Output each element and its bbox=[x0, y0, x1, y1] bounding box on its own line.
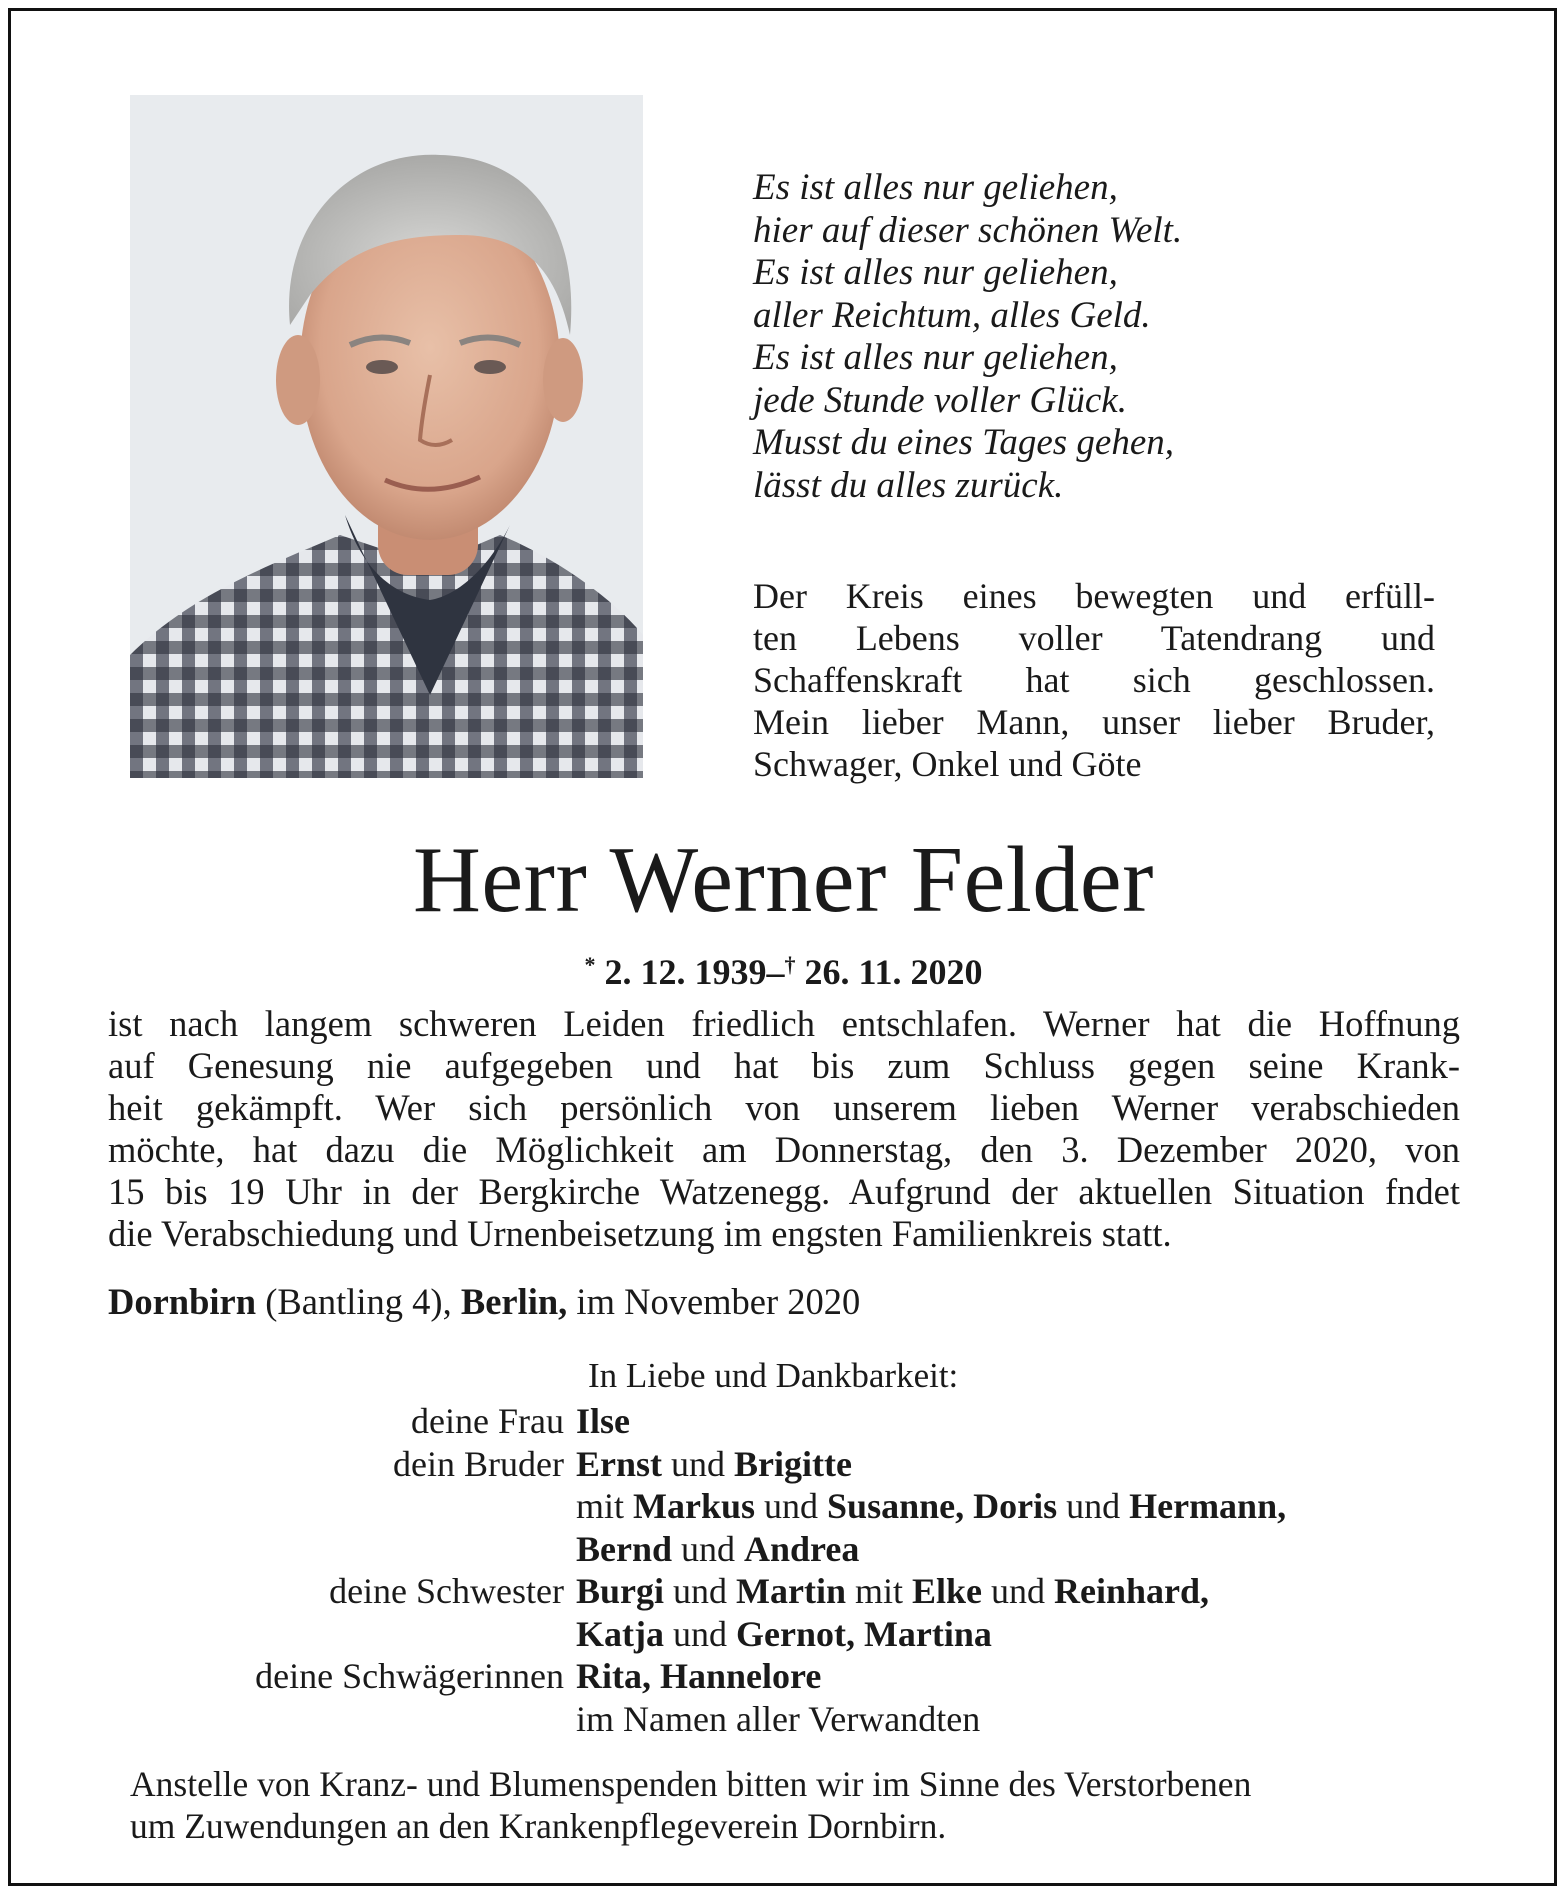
conjunction: und bbox=[673, 1571, 728, 1611]
death-date: 26. 11. 2020 bbox=[804, 952, 983, 992]
month-year: im November 2020 bbox=[567, 1281, 861, 1322]
family-name: Bernd bbox=[576, 1528, 673, 1569]
body-line: auf Genesung nie aufgegeben und hat bis zum Schluss gegen seine Krank- bbox=[108, 1045, 1460, 1086]
conjunction: mit bbox=[854, 1571, 903, 1611]
family-name: Ernst bbox=[576, 1443, 663, 1484]
poem-line: jede Stunde voller Glück. bbox=[753, 379, 1127, 421]
intro-line: Schwager, Onkel und Göte bbox=[753, 744, 1142, 784]
conjunction: und bbox=[681, 1528, 736, 1569]
birth-date: 2. 12. 1939 bbox=[604, 952, 767, 992]
family-name: Ilse bbox=[576, 1401, 630, 1441]
family-name: Hermann, bbox=[1129, 1486, 1287, 1526]
family-name: Elke bbox=[912, 1571, 983, 1611]
family-row bbox=[108, 1613, 1286, 1656]
body-line: ist nach langem schweren Leiden friedlich entschlafen. Werner hat die Hoffnung bbox=[108, 1003, 1460, 1044]
closing-note bbox=[130, 1763, 1460, 1847]
intro-line: ten Lebens voller Tatendrang und bbox=[753, 618, 1435, 658]
conjunction: und bbox=[671, 1443, 726, 1484]
family-list bbox=[108, 1400, 1286, 1740]
address: (Bantling 4), bbox=[256, 1281, 461, 1322]
family-name: Markus bbox=[633, 1486, 756, 1526]
family-row bbox=[108, 1443, 1286, 1486]
announcement-text bbox=[108, 1003, 1460, 1255]
conjunction: und bbox=[991, 1571, 1046, 1611]
family-row bbox=[108, 1485, 1286, 1528]
family-name: Doris bbox=[973, 1486, 1058, 1526]
city-berlin: Berlin, bbox=[460, 1281, 568, 1322]
relation-label: dein Bruder bbox=[393, 1443, 564, 1484]
poem-line: Es ist alles nur geliehen, bbox=[753, 252, 1118, 293]
city-dornbirn: Dornbirn bbox=[108, 1281, 257, 1322]
relation-label: deine Schwester bbox=[329, 1571, 564, 1611]
death-symbol: † bbox=[784, 952, 796, 977]
family-name: Rita, Hannelore bbox=[576, 1656, 822, 1696]
relation-label: deine Schwägerinnen bbox=[255, 1656, 564, 1696]
closing-line: Anstelle von Kranz- und Blumenspenden bitten wir im Sinne des Verstorbenen bbox=[130, 1764, 1252, 1804]
family-name: Brigitte bbox=[734, 1443, 852, 1484]
family-name: Martin bbox=[736, 1571, 846, 1611]
poem-line: Es ist alles nur geliehen, bbox=[753, 337, 1118, 378]
life-dates bbox=[0, 943, 1567, 994]
place-and-date bbox=[108, 1280, 860, 1324]
intro-line: Der Kreis eines bewegten und erfüll- bbox=[753, 576, 1435, 616]
relatives-line: im Namen aller Verwandten bbox=[576, 1698, 981, 1739]
date-dash: – bbox=[766, 952, 785, 992]
body-line: 15 bis 19 Uhr in der Bergkirche Watzenegg. Aufgrund der aktuellen Situation fndet bbox=[108, 1171, 1460, 1212]
birth-symbol: * bbox=[584, 952, 596, 977]
family-row bbox=[108, 1698, 1286, 1741]
body-line: möchte, hat dazu die Möglichkeit am Donnerstag, den 3. Dezember 2020, von bbox=[108, 1129, 1460, 1170]
poem-line: aller Reichtum, alles Geld. bbox=[753, 294, 1151, 336]
poem bbox=[753, 167, 1182, 507]
thanks-line: In Liebe und Dankbarkeit: bbox=[588, 1356, 959, 1395]
intro-line: Mein lieber Mann, unser lieber Bruder, bbox=[753, 702, 1435, 742]
family-row bbox=[108, 1570, 1286, 1613]
family-name: Martina bbox=[863, 1613, 992, 1654]
family-row bbox=[108, 1655, 1286, 1698]
conjunction: und bbox=[672, 1613, 727, 1654]
poem-line: hier auf dieser schönen Welt. bbox=[753, 209, 1183, 251]
conjunction: und bbox=[764, 1486, 819, 1526]
family-name: Andrea bbox=[744, 1528, 860, 1569]
intro-line: Schaffenskraft hat sich geschlossen. bbox=[753, 660, 1435, 700]
family-name: Gernot, bbox=[735, 1613, 855, 1654]
body-line: die Verabschiedung und Urnenbeisetzung im engsten Familienkreis statt. bbox=[108, 1213, 1172, 1254]
intro-paragraph bbox=[753, 575, 1435, 785]
deceased-name: Herr Werner Felder bbox=[413, 828, 1154, 932]
family-name: Susanne, bbox=[827, 1486, 965, 1526]
body-line: heit gekämpft. Wer sich persönlich von unserem lieben Werner verabschieden bbox=[108, 1087, 1460, 1128]
conjunction: mit bbox=[576, 1486, 625, 1526]
closing-line: um Zuwendungen an den Krankenpflegeverein Dornbirn. bbox=[130, 1806, 947, 1846]
family-row bbox=[108, 1528, 1286, 1571]
poem-line: Es ist alles nur geliehen, bbox=[753, 167, 1118, 208]
poem-line: Musst du eines Tages gehen, bbox=[753, 422, 1175, 463]
portrait-photo bbox=[130, 95, 643, 778]
poem-line: lässt du alles zurück. bbox=[753, 464, 1064, 506]
conjunction: und bbox=[1066, 1486, 1121, 1526]
family-name: Reinhard, bbox=[1054, 1571, 1210, 1611]
family-row bbox=[108, 1400, 1286, 1443]
family-name: Burgi bbox=[576, 1571, 665, 1611]
relation-label: deine Frau bbox=[411, 1401, 564, 1441]
family-name: Katja bbox=[576, 1613, 664, 1654]
